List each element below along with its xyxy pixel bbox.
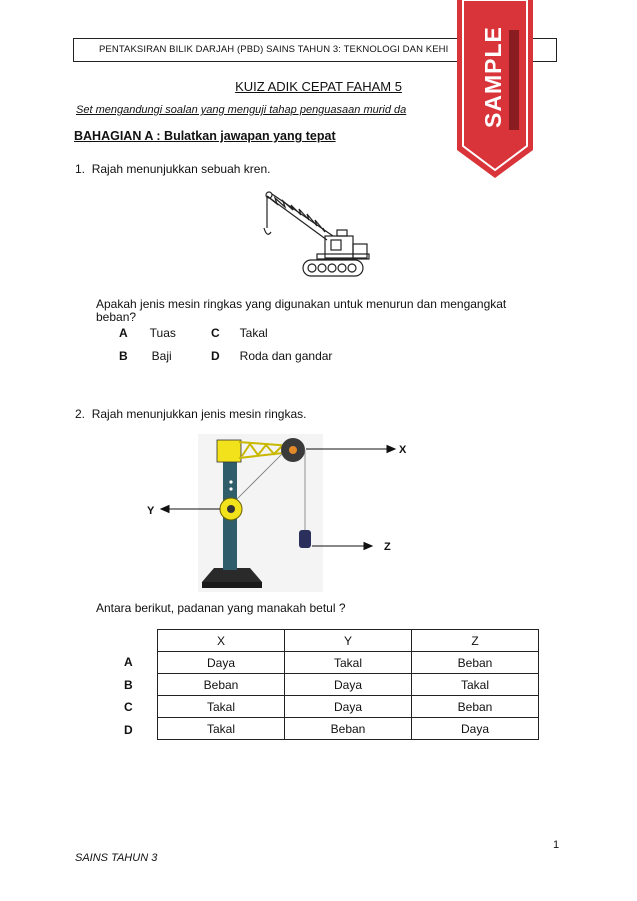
table-row[interactable] — [158, 696, 539, 718]
q1-prompt-line1: Apakah jenis mesin ringkas yang digunakan untuk menurun dan mengangkat — [96, 297, 507, 311]
table-cell: Beban — [285, 718, 412, 740]
q1-option-c[interactable] — [211, 326, 268, 340]
q1-option-a[interactable] — [119, 326, 176, 340]
row-label-c: C — [124, 700, 133, 714]
label-x: X — [399, 444, 407, 456]
label-z: Z — [384, 541, 391, 553]
table-row[interactable] — [158, 652, 539, 674]
q1-prompt-line2: beban? — [96, 310, 137, 324]
q2-stem: Rajah menunjukkan jenis mesin ringkas. — [91, 407, 307, 421]
page-number: 1 — [553, 839, 560, 851]
option-text: Tuas — [149, 326, 176, 340]
option-text: Baji — [151, 349, 172, 363]
table-cell: Daya — [412, 718, 539, 740]
answer-table — [157, 629, 539, 740]
q2-prompt: Antara berikut, padanan yang manakah betul ? — [96, 601, 346, 615]
table-cell: Daya — [158, 652, 285, 674]
table-row[interactable] — [158, 674, 539, 696]
table-cell: Beban — [412, 696, 539, 718]
header-text: PENTAKSIRAN BILIK DARJAH (PBD) SAINS TAHUN 3: TEKNOLOGI DAN KEHI — [99, 44, 449, 55]
table-header-cell: Y — [285, 630, 412, 652]
quiz-title: KUIZ ADIK CEPAT FAHAM 5 — [235, 79, 402, 94]
table-cell: Takal — [285, 652, 412, 674]
section-heading: BAHAGIAN A : Bulatkan jawapan yang tepat — [74, 129, 336, 143]
pulley-model-illustration — [140, 432, 420, 594]
row-label-b: B — [124, 678, 133, 692]
table-header-row — [158, 630, 539, 652]
table-cell: Takal — [158, 718, 285, 740]
model-top-block — [217, 440, 241, 462]
table-header-cell: Z — [412, 630, 539, 652]
table-header-cell: X — [158, 630, 285, 652]
q1-stem: Rajah menunjukkan sebuah kren. — [91, 162, 271, 176]
option-text: Takal — [239, 326, 268, 340]
table-cell: Takal — [412, 674, 539, 696]
table-cell: Daya — [285, 696, 412, 718]
table-row[interactable] — [158, 718, 539, 740]
q2-stem-line — [75, 407, 306, 421]
option-letter: C — [211, 326, 220, 340]
option-letter: B — [119, 349, 128, 363]
table-cell: Takal — [158, 696, 285, 718]
row-label-d: D — [124, 723, 133, 737]
q2-number: 2. — [75, 407, 86, 421]
label-y: Y — [147, 505, 155, 517]
q1-option-b[interactable] — [119, 349, 172, 363]
q1-number: 1. — [75, 162, 86, 176]
q1-stem-line — [75, 162, 270, 176]
option-letter: D — [211, 349, 220, 363]
sample-stamp-text: SAMPLE — [480, 26, 506, 128]
footer-text: SAINS TAHUN 3 — [75, 852, 158, 864]
table-cell: Beban — [158, 674, 285, 696]
table-cell: Daya — [285, 674, 412, 696]
load-weight — [299, 530, 311, 548]
row-label-a: A — [124, 655, 133, 669]
crane-illustration — [255, 188, 375, 280]
option-letter: A — [119, 326, 128, 340]
quiz-subtitle: Set mengandungi soalan yang menguji tahap penguasaan murid da — [76, 104, 407, 116]
option-text: Roda dan gandar — [239, 349, 333, 363]
table-cell: Beban — [412, 652, 539, 674]
q1-option-d[interactable] — [211, 349, 332, 363]
